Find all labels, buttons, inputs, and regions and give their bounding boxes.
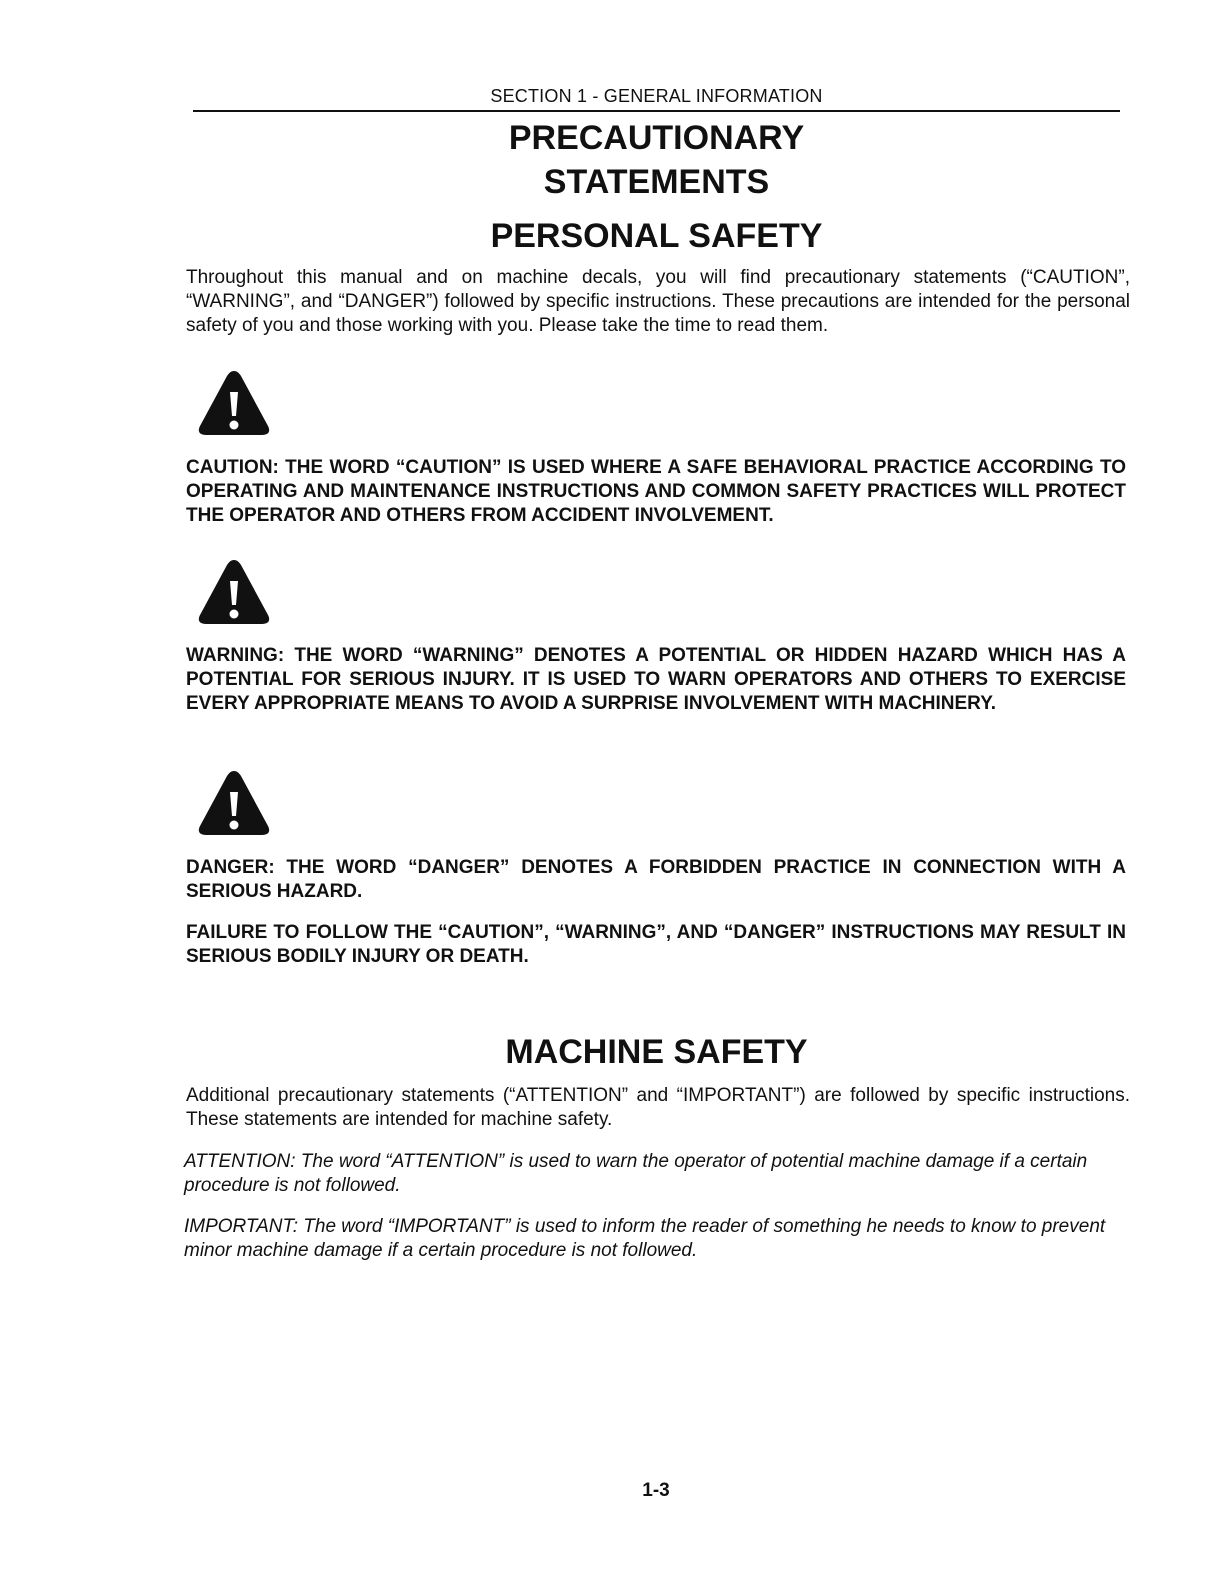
warning-triangle-icon [196, 768, 272, 838]
attention-statement: ATTENTION: The word “ATTENTION” is used to warn the operator of potential machine damage if a certain procedure is not followed. [184, 1151, 1088, 1196]
title-machine-safety: MACHINE SAFETY [505, 1033, 808, 1071]
caution-statement: CAUTION: THE WORD “CAUTION” IS USED WHERE A SAFE BEHAVIORAL PRACTICE ACCORDING TO OPERATING AND MAINTENANCE INSTRUCTIONS AND COMMON SAFETY PRACTICES WILL PROTECT THE OPERATOR AND OTHERS FROM ACCIDENT INVOLVEMENT. [186, 457, 1126, 526]
title-precautionary-statements: PRECAUTIONARY STATEMENTS [508, 119, 805, 201]
section-header: SECTION 1 - GENERAL INFORMATION [490, 86, 823, 106]
page-number: 1-3 [642, 1480, 670, 1501]
warning-triangle-icon [196, 368, 272, 438]
warning-triangle-icon [196, 557, 272, 627]
warning-statement: WARNING: THE WORD “WARNING” DENOTES A POTENTIAL OR HIDDEN HAZARD WHICH HAS A POTENTIAL FOR SERIOUS INJURY. IT IS USED TO WARN OPERATORS AND OTHERS TO EXERCISE EVERY APPROPRIATE MEANS TO AVOID A SURPRISE INVOLVEMENT WITH MACHINERY. [186, 645, 1126, 714]
header-rule [193, 110, 1120, 112]
personal-safety-intro: Throughout this manual and on machine decals, you will find precautionary statements (“CAUTION”, “WARNING”, and “DANGER”) followed by specific instructions. These precautions are intended for the personal safety of you and those working with you. Please take the time to read them. [186, 267, 1130, 336]
important-statement: IMPORTANT: The word “IMPORTANT” is used to inform the reader of something he needs to know to prevent minor machine damage if a certain procedure is not followed. [184, 1216, 1106, 1261]
machine-safety-intro: Additional precautionary statements (“ATTENTION” and “IMPORTANT”) are followed by specific instructions. These statements are intended for machine safety. [186, 1085, 1130, 1130]
title-personal-safety: PERSONAL SAFETY [490, 217, 823, 255]
danger-statement: DANGER: THE WORD “DANGER” DENOTES A FORBIDDEN PRACTICE IN CONNECTION WITH A SERIOUS HAZARD. [186, 857, 1126, 902]
failure-statement: FAILURE TO FOLLOW THE “CAUTION”, “WARNING”, AND “DANGER” INSTRUCTIONS MAY RESULT IN SERIOUS BODILY INJURY OR DEATH. [186, 922, 1126, 967]
